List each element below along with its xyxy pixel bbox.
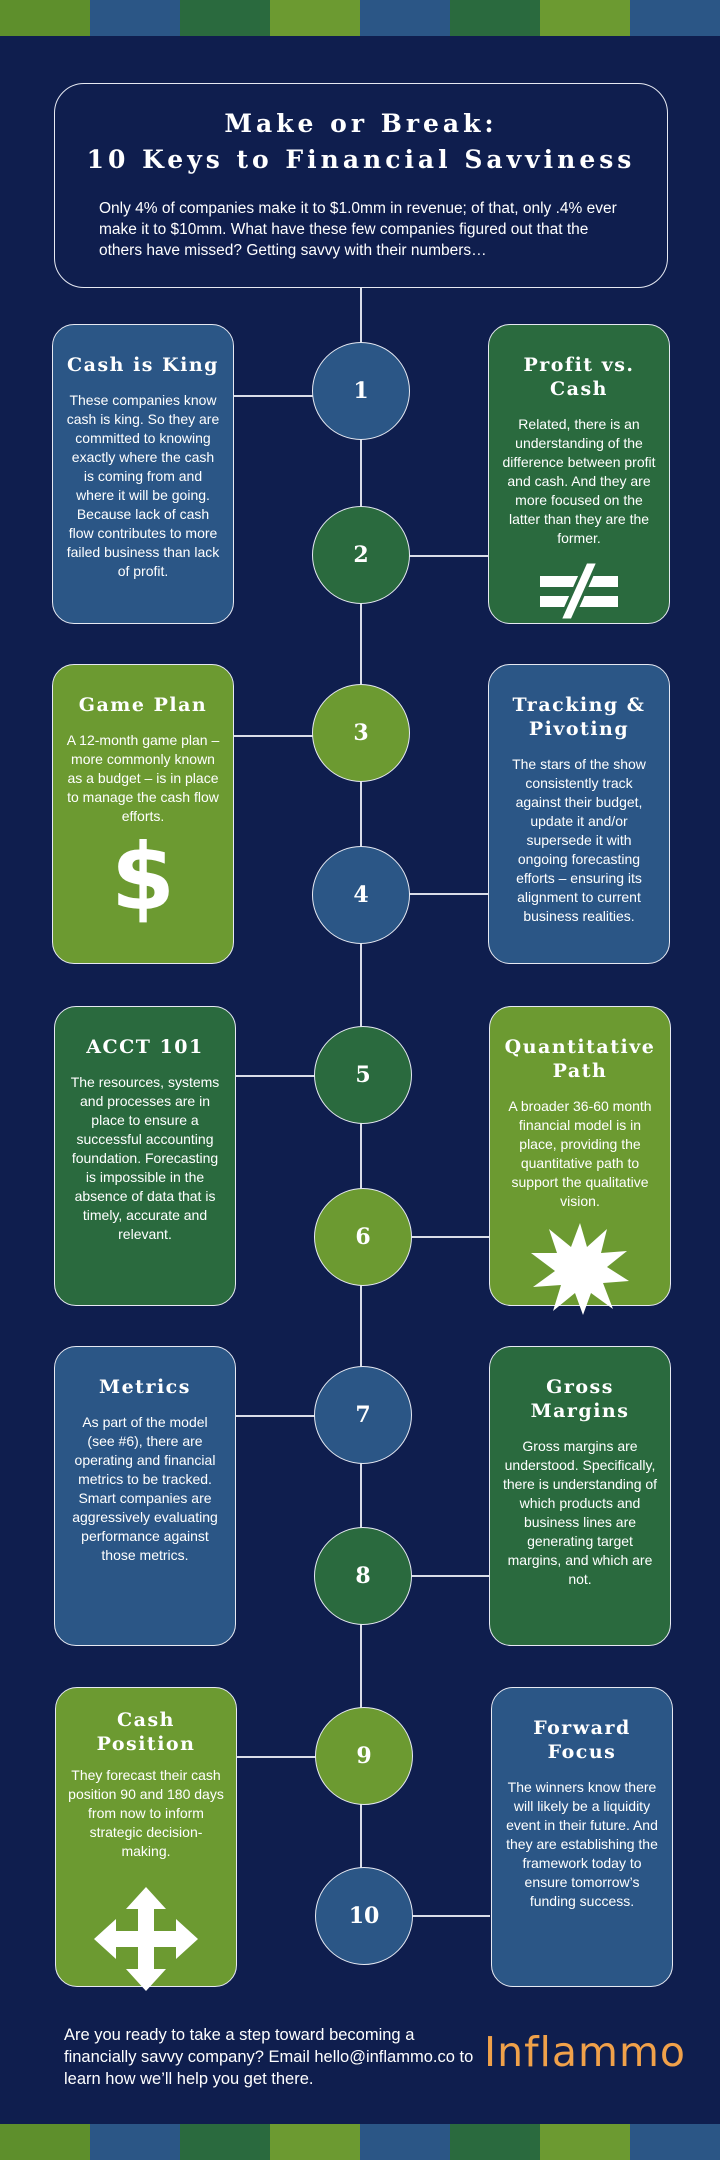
inflammo-logo: Inflammo	[484, 2028, 686, 2076]
key-card-quantitative-path	[489, 1006, 671, 1306]
title-line-1: Make or Break:	[224, 109, 498, 138]
card-title: Profit vs. Cash	[523, 354, 635, 400]
card-body: As part of the model (see #6), there are operating and financial metrics to be tracked. Smart companies are aggressively evaluating performance against those metrics.	[72, 1414, 218, 1563]
card-body: The winners know there will likely be a liquidity event in their future. And they are establishing the framework today to ensure tomorrow’s funding success.	[506, 1779, 658, 1909]
card-body: A broader 36-60 month financial model is in place, providing the quantitative path to support the qualitative vision.	[508, 1098, 652, 1209]
step-circle-2: 2	[312, 506, 410, 604]
step-circle-5: 5	[314, 1026, 412, 1124]
card-title: Metrics	[99, 1376, 191, 1398]
stripe-segment	[0, 0, 90, 36]
card-body: Related, there is an understanding of the difference between profit and cash. And they are more focused on the latter than they are the former.	[502, 416, 656, 546]
card-title: Gross Margins	[530, 1376, 630, 1422]
card-title: Tracking & Pivoting	[512, 694, 646, 740]
stripe-segment	[450, 2124, 540, 2160]
bottom-color-stripe	[0, 2124, 720, 2160]
card-title: Forward Focus	[533, 1717, 631, 1763]
key-card-tracking-pivoting	[488, 664, 670, 964]
call-to-action-text: Are you ready to take a step toward becoming a financially savvy company? Email hello@inflammo.co to learn how we’ll help you get there.	[64, 2026, 474, 2088]
key-card-gross-margins	[489, 1346, 671, 1646]
step-circle-9: 9	[315, 1707, 413, 1805]
card-title: Game Plan	[78, 694, 208, 716]
card-body: They forecast their cash position 90 and 180 days from now to inform strategic decision-making.	[68, 1767, 224, 1859]
stripe-segment	[180, 0, 270, 36]
stripe-segment	[630, 2124, 720, 2160]
stripe-segment	[180, 2124, 270, 2160]
card-title: Cash is King	[67, 354, 219, 376]
card-body: A 12-month game plan – more commonly known as a budget – is in place to manage the cash flow efforts.	[66, 732, 220, 824]
header-box	[54, 83, 668, 288]
card-body: Gross margins are understood. Specifically, there is understanding of which products and business lines are generating target margins, and which are not.	[502, 1438, 658, 1587]
page-title	[55, 106, 667, 178]
stripe-segment	[0, 2124, 90, 2160]
title-line-2: 10 Keys to Financial Savviness	[86, 145, 636, 174]
step-circle-6: 6	[314, 1188, 412, 1286]
stripe-segment	[360, 0, 450, 36]
stripe-segment	[450, 0, 540, 36]
step-circle-8: 8	[314, 1527, 412, 1625]
key-card-game-plan	[52, 664, 234, 964]
stripe-segment	[270, 2124, 360, 2160]
card-body: These companies know cash is king. So they are committed to knowing exactly where the cash is coming from and where it will be going. Because lack of cash flow contributes to more failed business than lack of profit.	[66, 392, 220, 579]
stripe-segment	[270, 0, 360, 36]
top-color-stripe	[0, 0, 720, 36]
card-title: Quantitative Path	[504, 1036, 656, 1082]
intro-text: Only 4% of companies make it to $1.0mm in revenue; of that, only .4% ever make it to $10mm. What have these few companies figured out that the others have missed? Getting savvy with their numbers…	[99, 200, 617, 259]
stripe-segment	[360, 2124, 450, 2160]
card-body: The resources, systems and processes are in place to ensure a successful accounting foundation. Forecasting is impossible in the absence of data that is timely, accurate and relevant.	[70, 1074, 220, 1242]
stripe-segment	[630, 0, 720, 36]
stripe-segment	[90, 2124, 180, 2160]
four-way-arrow-icon	[68, 1887, 224, 1991]
key-card-profit-vs-cash	[488, 324, 670, 624]
not-equal-icon	[501, 562, 657, 620]
key-card-metrics	[54, 1346, 236, 1646]
key-card-cash-is-king	[52, 324, 234, 624]
key-card-cash-position	[55, 1687, 237, 1987]
step-circle-4: 4	[312, 846, 410, 944]
step-circle-1: 1	[312, 342, 410, 440]
card-body: The stars of the show consistently track against their budget, update it and/or supersede it with ongoing forecasting efforts – ensuring its alignment to current business realities.	[512, 756, 646, 924]
stripe-segment	[90, 0, 180, 36]
starburst-icon	[502, 1223, 658, 1315]
card-title: Cash Position	[96, 1709, 196, 1755]
stripe-segment	[540, 2124, 630, 2160]
step-circle-3: 3	[312, 684, 410, 782]
dollar-icon: $	[110, 824, 175, 931]
stripe-segment	[540, 0, 630, 36]
step-circle-7: 7	[314, 1366, 412, 1464]
key-card-forward-focus	[491, 1687, 673, 1987]
key-card-acct-101	[54, 1006, 236, 1306]
step-circle-10: 10	[315, 1867, 413, 1965]
card-title: ACCT 101	[86, 1036, 204, 1058]
